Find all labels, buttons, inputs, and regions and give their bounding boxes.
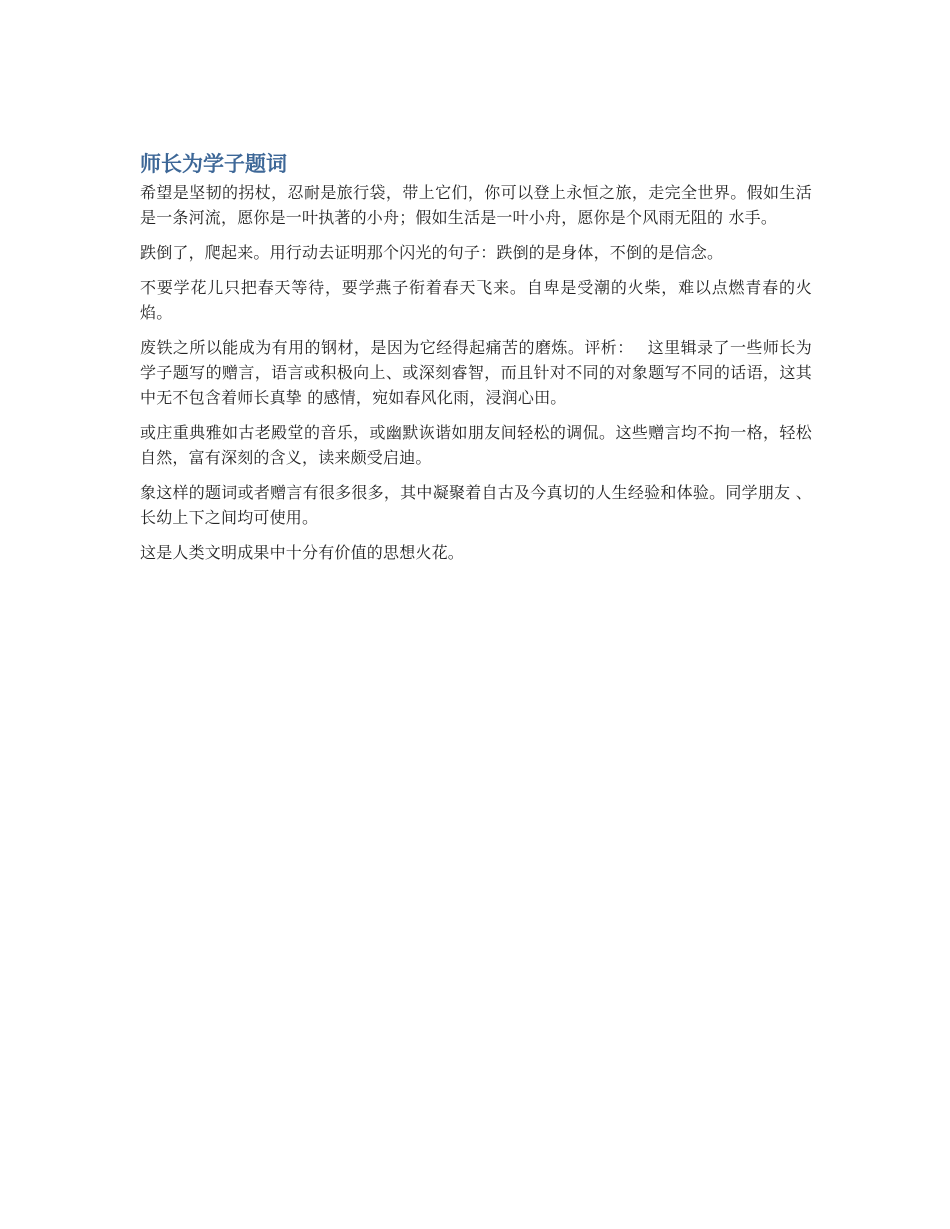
- paragraph-3: 不要学花儿只把春天等待，要学燕子衔着春天飞来。自卑是受潮的火柴，难以点燃青春的火焰。: [140, 278, 812, 322]
- paragraph-6: 象这样的题词或者赠言有很多很多，其中凝聚着自古及今真切的人生经验和体验。同学朋友 、长幼上下之间均可使用。: [140, 483, 812, 527]
- paragraph-7: 这是人类文明成果中十分有价值的思想火花。: [140, 543, 465, 562]
- paragraph-2: 跌倒了，爬起来。用行动去证明那个闪光的句子：跌倒的是身体，不倒的是信念。: [140, 243, 724, 262]
- document-page: [140, 150, 812, 575]
- paragraph-5: 或庄重典雅如古老殿堂的音乐，或幽默诙谐如朋友间轻松的调侃。这些赠言均不拘一格，轻松自然，富有深刻的含义，读来颇受启迪。: [140, 423, 812, 467]
- paragraph-4: 废铁之所以能成为有用的钢材，是因为它经得起痛苦的磨炼。评析： 这里辑录了一些师长为学子题写的赠言，语言或积极向上、或深刻睿智，而且针对不同的对象题写不同的话语，这其中无不包含着师长真挚 的感情，宛如春风化雨，浸润心田。: [140, 338, 812, 407]
- document-title: 师长为学子题词: [140, 152, 287, 176]
- paragraph-1: 希望是坚韧的拐杖，忍耐是旅行袋，带上它们，你可以登上永恒之旅，走完全世界。假如生活是一条河流，愿你是一叶执著的小舟；假如生活是一叶小舟，愿你是个风雨无阻的 水手。: [140, 183, 812, 227]
